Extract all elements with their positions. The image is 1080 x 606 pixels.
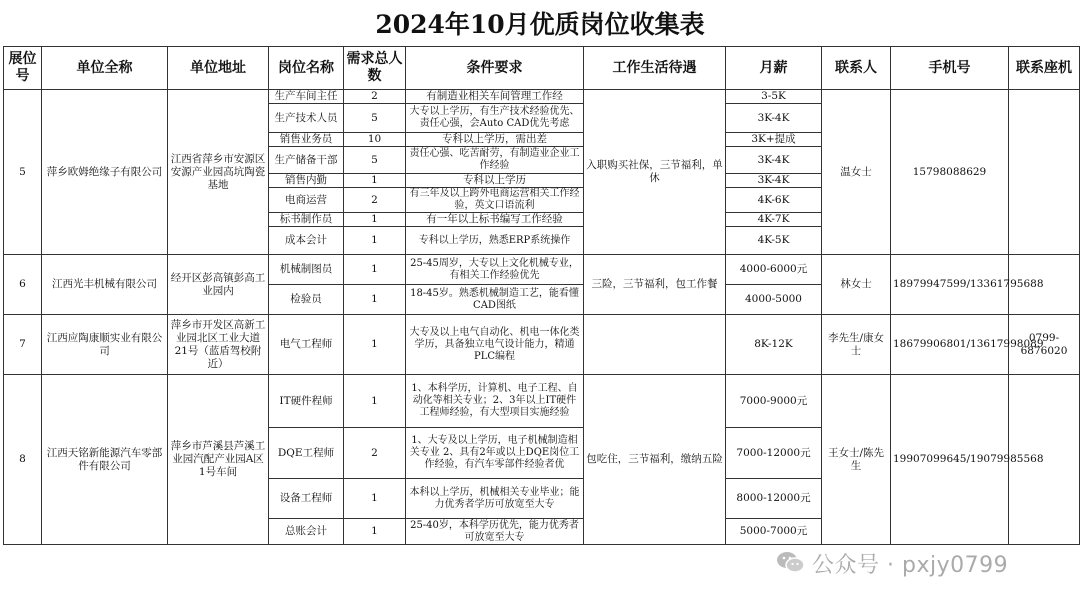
job-table	[3, 46, 1080, 545]
job-count: 2	[344, 90, 406, 104]
wechat-icon	[776, 550, 806, 576]
job-title: 电商运营	[269, 188, 344, 213]
table-row	[4, 255, 1080, 285]
job-count: 1	[344, 519, 406, 545]
header-company: 单位全称	[42, 47, 168, 90]
job-salary: 3K-4K	[726, 174, 822, 188]
job-salary: 7000-12000元	[726, 428, 822, 479]
job-requirements: 有一年以上标书编写工作经验	[406, 213, 584, 227]
job-requirements: 25-45周岁，大专以上文化机械专业，有相关工作经验优先	[406, 255, 584, 285]
job-salary: 4K-5K	[726, 227, 822, 255]
header-booth: 展位号	[4, 47, 42, 90]
job-salary: 3K-4K	[726, 104, 822, 133]
job-salary: 3-5K	[726, 90, 822, 104]
job-count: 10	[344, 133, 406, 147]
contact-phone: 18979947599/13361795688	[891, 255, 1009, 315]
company-address: 江西省萍乡市安源区安源产业园高坑陶瓷基地	[168, 90, 269, 255]
contact-landline: 0799-6876020	[1009, 315, 1080, 375]
job-title: 电气工程师	[269, 315, 344, 375]
header-contact: 联系人	[822, 47, 891, 90]
table-row	[4, 90, 1080, 104]
job-title: 机械制图员	[269, 255, 344, 285]
header-salary: 月薪	[726, 47, 822, 90]
job-count: 1	[344, 315, 406, 375]
job-title: 生产车间主任	[269, 90, 344, 104]
company-name: 萍乡欧姆绝缘子有限公司	[42, 90, 168, 255]
booth-number: 6	[4, 255, 42, 315]
job-requirements: 1、本科学历，计算机、电子工程、自动化等相关专业；2、3年以上IT硬件工程师经验，有大型项目实施经验	[406, 375, 584, 428]
job-salary: 3K+提成	[726, 133, 822, 147]
company-name: 江西天铭新能源汽车零部件有限公司	[42, 375, 168, 545]
job-title: 生产技术人员	[269, 104, 344, 133]
job-requirements: 有三年及以上跨外电商运营相关工作经验，英文口语流利	[406, 188, 584, 213]
company-benefits	[584, 315, 726, 375]
job-salary: 4K-7K	[726, 213, 822, 227]
job-title: 销售内勤	[269, 174, 344, 188]
job-requirements: 18-45岁。熟悉机械制造工艺，能看懂CAD图纸	[406, 285, 584, 315]
table-title: 2024年10月优质岗位收集表	[375, 10, 705, 39]
job-count: 5	[344, 147, 406, 174]
job-requirements: 专科以上学历	[406, 174, 584, 188]
job-salary: 7000-9000元	[726, 375, 822, 428]
job-salary: 8000-12000元	[726, 479, 822, 519]
table-row	[4, 375, 1080, 428]
job-title: 检验员	[269, 285, 344, 315]
watermark	[776, 546, 1008, 580]
header-benefits: 工作生活待遇	[584, 47, 726, 90]
job-requirements: 大专及以上电气自动化、机电一体化类学历，具备独立电气设计能力，精通PLC编程	[406, 315, 584, 375]
booth-number: 5	[4, 90, 42, 255]
company-name: 江西应陶康顺实业有限公司	[42, 315, 168, 375]
job-count: 1	[344, 255, 406, 285]
job-requirements: 责任心强、吃苦耐劳，有制造业企业工作经验	[406, 147, 584, 174]
company-address: 萍乡市开发区高新工业园北区工业大道21号（蓝盾驾校附近）	[168, 315, 269, 375]
job-title: 总账会计	[269, 519, 344, 545]
job-count: 1	[344, 479, 406, 519]
booth-number: 8	[4, 375, 42, 545]
header-phone: 手机号	[891, 47, 1009, 90]
contact-phone: 19907099645/19079985568	[891, 375, 1009, 545]
table-row	[4, 315, 1080, 375]
job-title: 设备工程师	[269, 479, 344, 519]
job-count: 2	[344, 428, 406, 479]
job-requirements: 专科以上学历，需出差	[406, 133, 584, 147]
job-count: 5	[344, 104, 406, 133]
job-requirements: 1、大专及以上学历，电子机械制造相关专业 2、具有2年或以上DQE岗位工作经验，有汽车零部件经验者优	[406, 428, 584, 479]
job-salary: 4K-6K	[726, 188, 822, 213]
company-address: 萍乡市芦溪县芦溪工业园汽配产业园A区1号车间	[168, 375, 269, 545]
job-title: 成本会计	[269, 227, 344, 255]
job-title: 销售业务员	[269, 133, 344, 147]
header-landline: 联系座机	[1009, 47, 1080, 90]
job-salary: 4000-5000	[726, 285, 822, 315]
job-salary: 3K-4K	[726, 147, 822, 174]
job-requirements: 大专以上学历，有生产技术经验优先、责任心强，会Auto CAD优先考虑	[406, 104, 584, 133]
contact-phone: 15798088629	[891, 90, 1009, 255]
job-title: DQE工程师	[269, 428, 344, 479]
job-requirements: 有制造业相关车间管理工作经	[406, 90, 584, 104]
job-salary: 5000-7000元	[726, 519, 822, 545]
job-count: 1	[344, 285, 406, 315]
watermark-text: 公众号 · pxjy0799	[812, 552, 1009, 578]
job-title: 标书制作员	[269, 213, 344, 227]
contact-person: 林女士	[822, 255, 891, 315]
job-requirements: 本科以上学历，机械相关专业毕业；能力优秀者学历可放宽至大专	[406, 479, 584, 519]
job-title: IT硬件程师	[269, 375, 344, 428]
company-benefits: 入职购买社保，三节福利，单休	[584, 90, 726, 255]
header-count: 需求总人数	[344, 47, 406, 90]
contact-person: 李先生/康女士	[822, 315, 891, 375]
job-count: 1	[344, 213, 406, 227]
booth-number: 7	[4, 315, 42, 375]
job-count: 1	[344, 174, 406, 188]
job-count: 1	[344, 375, 406, 428]
job-count: 1	[344, 227, 406, 255]
company-address: 经开区彭高镇彭高工业园内	[168, 255, 269, 315]
contact-phone: 18679906801/13617998089	[891, 315, 1009, 375]
header-requirements: 条件要求	[406, 47, 584, 90]
header-address: 单位地址	[168, 47, 269, 90]
company-name: 江西光丰机械有限公司	[42, 255, 168, 315]
job-salary: 4000-6000元	[726, 255, 822, 285]
contact-landline	[1009, 90, 1080, 255]
company-benefits: 三险，三节福利，包工作餐	[584, 255, 726, 315]
job-salary: 8K-12K	[726, 315, 822, 375]
contact-person: 温女士	[822, 90, 891, 255]
job-requirements: 专科以上学历，熟悉ERP系统操作	[406, 227, 584, 255]
job-title: 生产储备干部	[269, 147, 344, 174]
header-position: 岗位名称	[269, 47, 344, 90]
header-row	[4, 47, 1080, 90]
job-count: 2	[344, 188, 406, 213]
company-benefits: 包吃住，三节福利，缴纳五险	[584, 375, 726, 545]
contact-person: 王女士/陈先生	[822, 375, 891, 545]
job-requirements: 25-40岁，本科学历优先，能力优秀者可放宽至大专	[406, 519, 584, 545]
